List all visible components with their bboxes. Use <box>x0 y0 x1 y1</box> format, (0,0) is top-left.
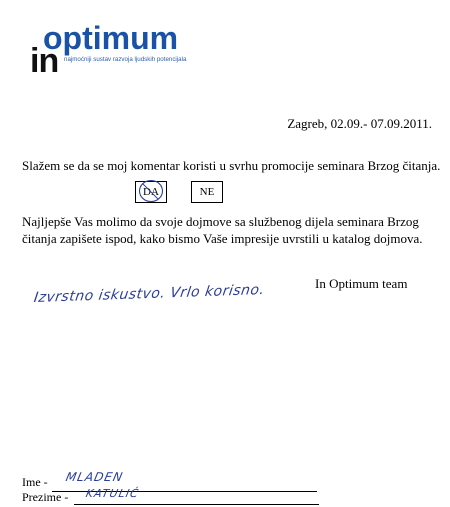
logo-prefix: in <box>30 42 59 80</box>
logo-tagline: najmoćniji sustav razvoja ljudskih potencijala <box>64 56 187 63</box>
handwritten-comment: Izvrstno iskustvo. Vrlo korisno. <box>32 281 266 307</box>
signature-team: In Optimum team <box>315 276 408 291</box>
surname-line <box>74 504 319 505</box>
name-value: MLADEN <box>64 470 125 484</box>
surname-value: KATULIĆ <box>84 487 141 500</box>
consent-statement: Slažem se da se moj komentar koristi u svrhu promocije seminara Brzog čitanja. <box>22 158 441 173</box>
logo-name: optimum <box>43 20 179 56</box>
request-text: Najljepše Vas molimo da svoje dojmove sa službenog dijela seminara Brzog čitanja zapišete ispod, kako bismo Vaše impresije uvrstili u katalog dojmova. <box>22 214 423 246</box>
surname-label: Prezime - <box>22 490 69 504</box>
name-label: Ime - <box>22 475 48 489</box>
logo <box>30 22 230 82</box>
date-line: Zagreb, 02.09.- 07.09.2011. <box>287 116 432 131</box>
option-yes-box[interactable]: DA <box>135 181 167 203</box>
option-no-box[interactable]: NE <box>191 181 223 203</box>
